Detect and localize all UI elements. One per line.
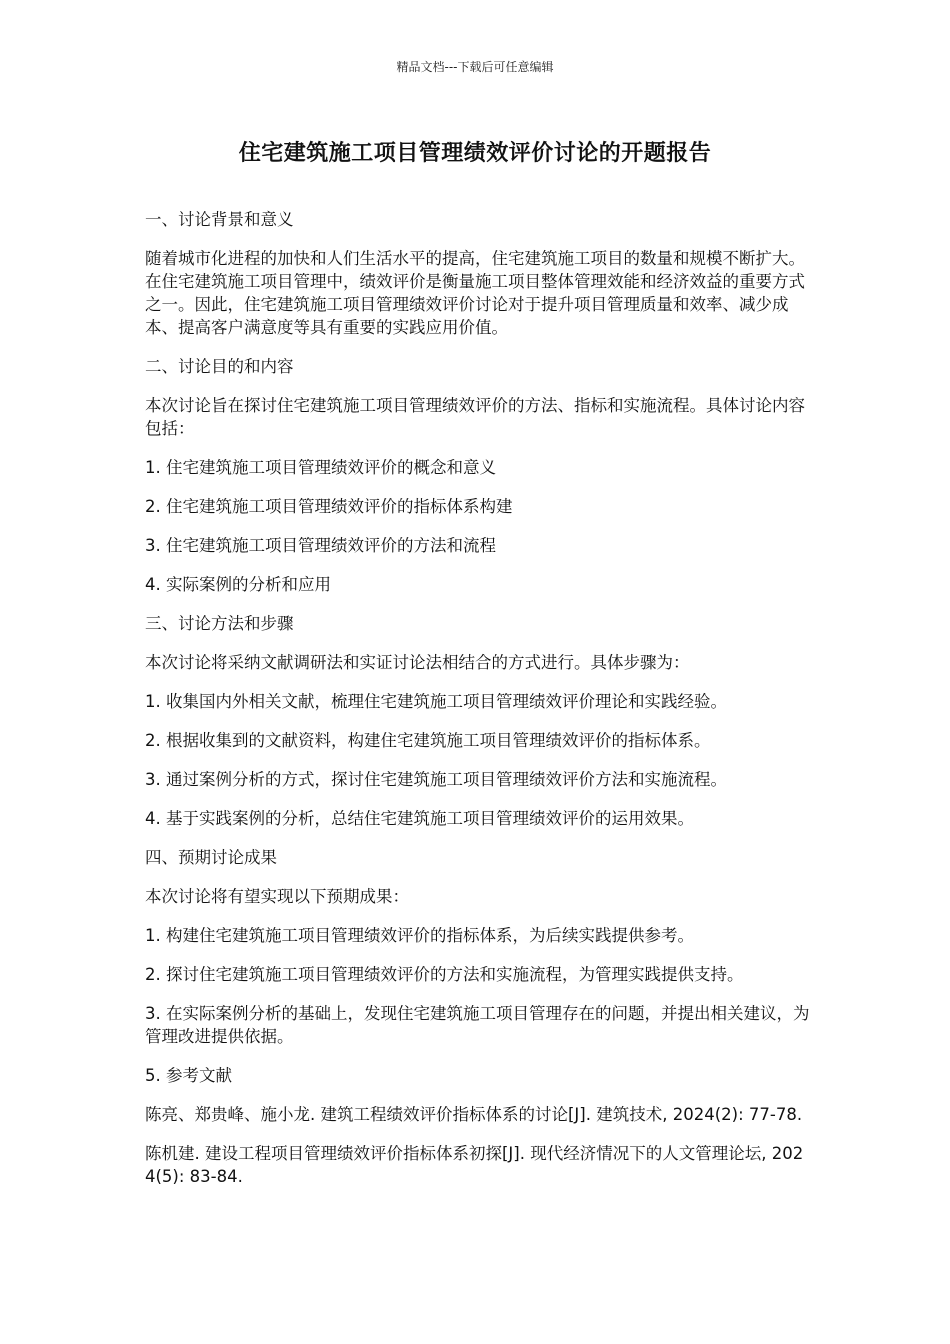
reference-item-1: 陈亮、郑贵峰、施小龙. 建筑工程绩效评价指标体系的讨论[J]. 建筑技术, 2024(2): 77-78. — [145, 1105, 803, 1124]
section-heading-methods: 三、讨论方法和步骤 — [145, 614, 294, 633]
outcomes-paragraph: 本次讨论将有望实现以下预期成果： — [145, 887, 409, 906]
step-item-4: 4. 基于实践案例的分析，总结住宅建筑施工项目管理绩效评价的运用效果。 — [145, 809, 694, 828]
section-heading-background: 一、讨论背景和意义 — [145, 210, 294, 229]
page-header: 精品文档---下载后可任意编辑 — [396, 60, 554, 74]
reference-item-2: 陈机建. 建设工程项目管理绩效评价指标体系初探[J]. 现代经济情况下的人文管理论坛, 2024(5): 83-84. — [145, 1144, 804, 1186]
outcome-item-3: 3. 在实际案例分析的基础上，发现住宅建筑施工项目管理存在的问题，并提出相关建议，为管理改进提供依据。 — [145, 1004, 810, 1046]
content-item-2: 2. 住宅建筑施工项目管理绩效评价的指标体系构建 — [145, 497, 513, 516]
outcome-item-2: 2. 探讨住宅建筑施工项目管理绩效评价的方法和实施流程，为管理实践提供支持。 — [145, 965, 744, 984]
step-item-1: 1. 收集国内外相关文献，梳理住宅建筑施工项目管理绩效评价理论和实践经验。 — [145, 692, 727, 711]
section-heading-references: 5. 参考文献 — [145, 1066, 232, 1085]
background-paragraph: 随着城市化进程的加快和人们生活水平的提高，住宅建筑施工项目的数量和规模不断扩大。在住宅建筑施工项目管理中，绩效评价是衡量施工项目整体管理效能和经济效益的重要方式之一。因此，住宅建筑施工项目管理绩效评价讨论对于提升项目管理质量和效率、减少成本、提高客户满意度等具有重要的实践应用价值。 — [145, 249, 805, 337]
content-item-3: 3. 住宅建筑施工项目管理绩效评价的方法和流程 — [145, 536, 496, 555]
purpose-paragraph: 本次讨论旨在探讨住宅建筑施工项目管理绩效评价的方法、指标和实施流程。具体讨论内容包括： — [145, 396, 805, 438]
step-item-3: 3. 通过案例分析的方式，探讨住宅建筑施工项目管理绩效评价方法和实施流程。 — [145, 770, 727, 789]
section-heading-purpose: 二、讨论目的和内容 — [145, 357, 294, 376]
section-heading-outcomes: 四、预期讨论成果 — [145, 848, 277, 867]
document-title: 住宅建筑施工项目管理绩效评价讨论的开题报告 — [238, 141, 712, 166]
methods-paragraph: 本次讨论将采纳文献调研法和实证讨论法相结合的方式进行。具体步骤为： — [145, 653, 690, 672]
outcome-item-1: 1. 构建住宅建筑施工项目管理绩效评价的指标体系，为后续实践提供参考。 — [145, 926, 694, 945]
content-item-1: 1. 住宅建筑施工项目管理绩效评价的概念和意义 — [145, 458, 496, 477]
step-item-2: 2. 根据收集到的文献资料，构建住宅建筑施工项目管理绩效评价的指标体系。 — [145, 731, 711, 750]
content-item-4: 4. 实际案例的分析和应用 — [145, 575, 331, 594]
document-body — [145, 208, 810, 1204]
